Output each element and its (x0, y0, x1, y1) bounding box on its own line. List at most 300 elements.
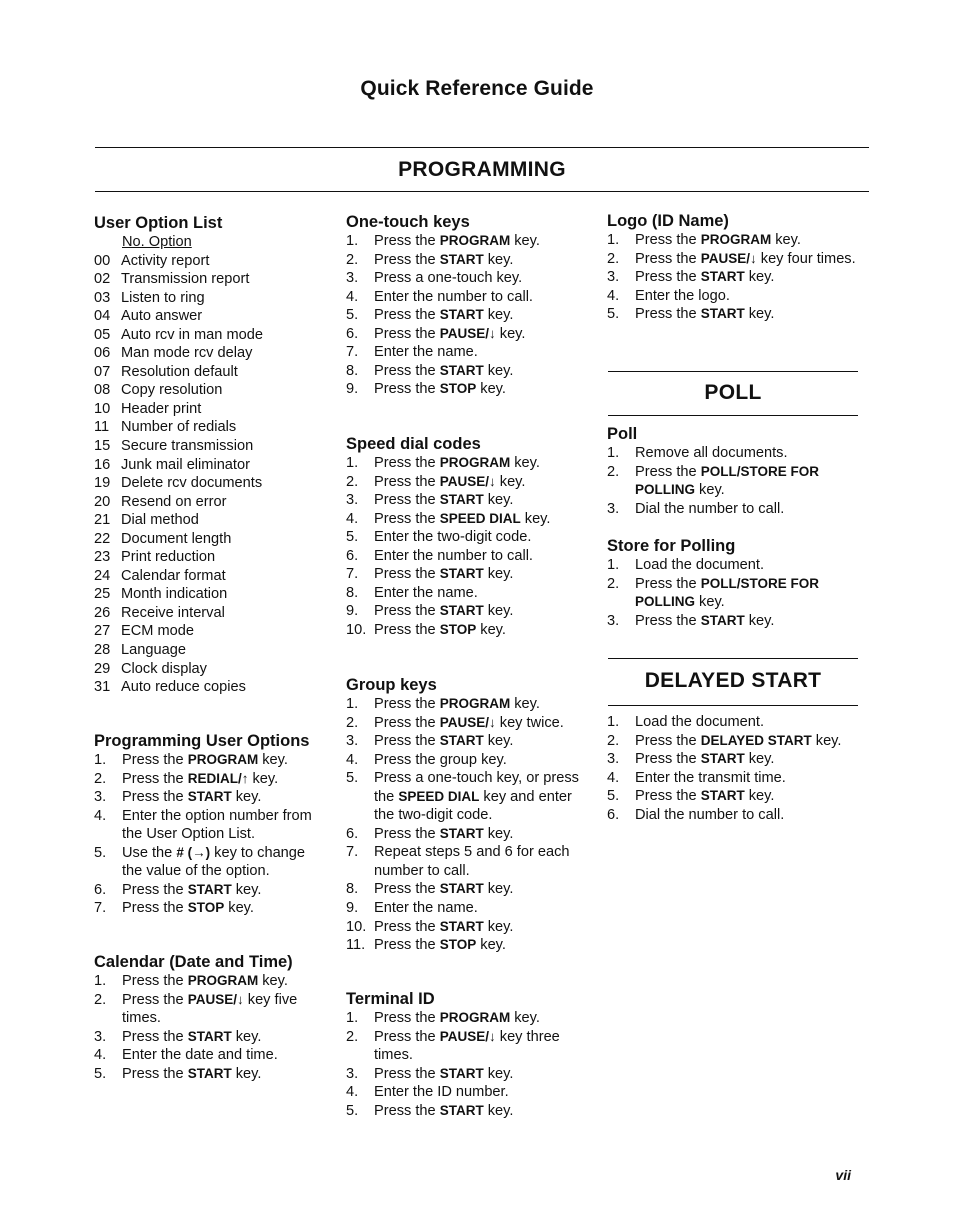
step-text: Press the (122, 1065, 188, 1082)
option-label: Dial method (121, 512, 199, 529)
step-number: 7. (346, 844, 359, 861)
step-text: Repeat steps 5 and 6 for each number to call. (374, 844, 570, 879)
user-option-list-heading: User Option List (94, 214, 223, 232)
step-key-name: START (439, 492, 484, 508)
step-number: 5. (346, 1102, 359, 1119)
step-text: Press the (635, 250, 701, 267)
step-text: Press the (635, 306, 701, 323)
step-text: Press the (122, 900, 188, 917)
option-item (94, 363, 329, 382)
option-label: Language (121, 642, 186, 659)
calendar-heading: Calendar (Date and Time) (94, 953, 293, 971)
step-text: key. (495, 473, 526, 490)
step-item (346, 1083, 591, 1102)
step-number: 5. (346, 770, 359, 787)
poll-banner: POLL (704, 381, 762, 404)
step-number: 4. (346, 751, 359, 768)
step-key-name: REDIAL/↑ (187, 770, 249, 786)
step-key-name: PROGRAM (700, 232, 772, 247)
step-number: 3. (346, 733, 359, 750)
step-item (346, 1009, 591, 1028)
step-number: 6. (94, 881, 107, 898)
step-text: key. (744, 788, 775, 805)
divider (95, 191, 869, 192)
option-item (94, 567, 329, 586)
step-text: Press the (122, 1028, 188, 1045)
step-text: Press the (635, 463, 701, 480)
option-label: Header print (121, 400, 202, 417)
step-text: key. (224, 900, 254, 917)
step-number: 2. (346, 473, 359, 490)
step-text: key. (495, 325, 526, 342)
option-label: Document length (121, 530, 232, 547)
step-text: Press the (374, 881, 440, 898)
step-text: key. (476, 621, 506, 638)
option-label: Auto answer (121, 308, 203, 325)
step-item (607, 231, 857, 250)
calendar-steps (94, 972, 329, 1083)
option-item (94, 400, 329, 419)
step-number: 11. (346, 937, 366, 954)
step-number: 1. (607, 232, 620, 248)
step-number: 4. (94, 807, 107, 824)
column-right-delayed (607, 713, 857, 824)
step-text: key three times. (374, 1028, 560, 1064)
step-number: 3. (607, 269, 620, 286)
step-number: 4. (607, 287, 620, 304)
step-key-name: # (→) (176, 844, 211, 860)
delayed-start-steps (607, 713, 857, 824)
step-number: 8. (346, 881, 359, 898)
logo-heading: Logo (ID Name) (607, 212, 729, 230)
option-label: Auto reduce copies (121, 679, 246, 696)
step-item (346, 547, 591, 566)
step-number: 2. (607, 463, 620, 480)
step-key-name: START (187, 789, 232, 805)
step-item (346, 306, 591, 325)
option-label: Delete rcv documents (121, 475, 263, 492)
option-code: 27 (94, 623, 111, 640)
step-number: 1. (94, 752, 107, 768)
step-item (94, 1028, 329, 1047)
step-number: 10. (346, 621, 367, 638)
step-key-name: POLL/STORE FOR POLLING (635, 463, 819, 498)
step-text: Press the (374, 325, 440, 342)
step-key-name: SPEED DIAL (398, 788, 480, 804)
step-key-name: PAUSE/↓ (700, 250, 757, 266)
option-code: 15 (94, 438, 111, 455)
step-number: 3. (346, 492, 359, 509)
step-item (94, 1046, 329, 1065)
step-number: 5. (346, 307, 359, 324)
step-item (346, 751, 591, 770)
step-text: Press the (122, 881, 188, 898)
option-item (94, 344, 329, 363)
option-code: 24 (94, 567, 111, 584)
speed-dial-codes-heading: Speed dial codes (346, 435, 481, 453)
step-text: key. (695, 594, 725, 611)
step-number: 8. (346, 584, 359, 601)
step-number: 2. (346, 1028, 359, 1045)
step-item (94, 991, 329, 1028)
column-right-store (607, 536, 857, 630)
option-label: Resolution default (121, 363, 238, 380)
step-text: Enter the two-digit code. (374, 529, 532, 546)
step-text: key. (510, 455, 540, 471)
step-key-name: START (439, 1065, 484, 1081)
step-text: Press a one-touch key, or press the (374, 770, 579, 805)
step-text: Press the (374, 1028, 440, 1045)
step-key-name: PROGRAM (439, 696, 511, 711)
step-key-name: START (700, 269, 745, 285)
step-text: Press the (374, 825, 440, 842)
step-text: key. (744, 306, 775, 323)
step-text: Press the (635, 788, 701, 805)
option-code: 02 (94, 271, 111, 288)
option-item (94, 678, 329, 697)
step-key-name: START (700, 788, 745, 804)
step-text: Enter the number to call. (374, 547, 533, 564)
step-item (94, 788, 329, 807)
option-label: Secure transmission (121, 438, 254, 455)
store-for-polling-steps (607, 556, 857, 630)
step-number: 4. (346, 288, 359, 305)
step-text: Use the (122, 844, 177, 861)
step-number: 5. (607, 788, 620, 805)
step-text: Press the (374, 937, 440, 954)
step-item (94, 844, 329, 881)
step-text: key. (248, 770, 279, 787)
column-left-bottom (94, 952, 329, 1083)
step-text: key. (483, 825, 514, 842)
delayed-start-banner: DELAYED START (644, 669, 822, 692)
step-text: Press the (374, 696, 440, 712)
column-left (94, 213, 329, 697)
step-number: 3. (607, 751, 620, 768)
step-number: 2. (607, 732, 620, 749)
programming-user-options-section (94, 731, 329, 918)
option-item (94, 530, 329, 549)
step-key-name: START (439, 881, 484, 897)
step-item (94, 807, 329, 844)
step-item (346, 510, 591, 529)
option-code: 29 (94, 660, 111, 677)
option-item (94, 511, 329, 530)
step-text: Remove all documents. (635, 445, 788, 461)
step-text: key. (476, 937, 506, 954)
step-text: Press the (374, 1102, 440, 1119)
store-for-polling-heading: Store for Polling (607, 537, 736, 555)
step-key-name: PROGRAM (439, 455, 511, 470)
speed-dial-codes-section (346, 434, 591, 639)
option-item (94, 270, 329, 289)
step-item (607, 500, 857, 519)
store-for-polling-section (607, 536, 857, 630)
step-key-name: STOP (439, 937, 477, 953)
speed-dial-codes-steps (346, 454, 591, 639)
option-item (94, 252, 329, 271)
step-text: Press the (374, 1065, 440, 1082)
step-key-name: START (439, 1102, 484, 1118)
step-item (346, 528, 591, 547)
option-item (94, 437, 329, 456)
step-text: Press the (374, 307, 440, 324)
step-text: Press the (374, 362, 440, 379)
terminal-id-section (346, 989, 591, 1120)
column-middle-terminal (346, 989, 591, 1120)
option-item (94, 641, 329, 660)
step-text: key. (231, 789, 262, 806)
step-text: Press the (635, 751, 701, 768)
step-text: Press the (374, 455, 440, 471)
step-text: key. (483, 492, 514, 509)
step-item (607, 463, 857, 500)
step-item (94, 972, 329, 991)
group-keys-section (346, 675, 591, 955)
step-key-name: START (439, 603, 484, 619)
step-key-name: START (439, 307, 484, 323)
step-text: key four times. (756, 250, 856, 267)
one-touch-keys-steps (346, 232, 591, 399)
step-item (346, 565, 591, 584)
step-number: 2. (94, 770, 107, 787)
divider (608, 415, 858, 416)
step-text: key. (483, 362, 514, 379)
step-key-name: START (187, 1065, 232, 1081)
step-text: Load the document. (635, 714, 765, 730)
step-number: 4. (94, 1047, 107, 1064)
step-number: 7. (94, 900, 107, 917)
one-touch-keys-heading: One-touch keys (346, 213, 470, 231)
step-text: Enter the date and time. (122, 1047, 278, 1064)
step-number: 1. (346, 233, 359, 249)
step-text: Press the (635, 575, 701, 592)
step-item (607, 305, 857, 324)
option-code: 20 (94, 493, 111, 510)
step-key-name: START (439, 251, 484, 267)
column-middle-group (346, 675, 591, 955)
step-text: Press the (122, 752, 188, 768)
option-item (94, 474, 329, 493)
step-text: Dial the number to call. (635, 500, 785, 517)
step-number: 9. (346, 603, 359, 620)
step-key-name: START (187, 1028, 232, 1044)
step-number: 1. (346, 1010, 359, 1026)
step-number: 3. (94, 1028, 107, 1045)
step-number: 5. (607, 306, 620, 323)
step-item (346, 343, 591, 362)
step-text: key. (231, 1065, 262, 1082)
option-item (94, 660, 329, 679)
step-text: key. (483, 566, 514, 583)
step-text: key twice. (495, 714, 564, 731)
step-text: key. (231, 1028, 262, 1045)
step-number: 3. (346, 270, 359, 287)
step-item (346, 269, 591, 288)
step-item (346, 769, 591, 825)
option-code: 07 (94, 363, 111, 380)
option-code: 31 (94, 679, 111, 696)
step-key-name: PROGRAM (187, 752, 259, 767)
step-item (346, 232, 591, 251)
step-key-name: PROGRAM (187, 973, 259, 988)
step-item (607, 787, 857, 806)
step-text: key. (258, 973, 288, 989)
option-item (94, 548, 329, 567)
option-label: Auto rcv in man mode (121, 326, 263, 343)
step-number: 1. (346, 455, 359, 471)
step-text: key. (695, 482, 725, 499)
option-item (94, 381, 329, 400)
option-label: Calendar format (121, 567, 226, 584)
step-key-name: START (439, 733, 484, 749)
step-item (607, 806, 857, 825)
step-number: 5. (94, 1065, 107, 1082)
step-text: Press the (374, 473, 440, 490)
step-item (346, 1065, 591, 1084)
step-text: Press the (122, 789, 188, 806)
step-number: 1. (607, 445, 620, 461)
option-code: 16 (94, 456, 111, 473)
option-code: 08 (94, 382, 111, 399)
step-key-name: PAUSE/↓ (187, 991, 244, 1007)
step-item (607, 444, 857, 463)
step-key-name: START (187, 881, 232, 897)
step-text: Enter the logo. (635, 287, 730, 304)
step-text: Press the (374, 510, 440, 527)
option-code: 21 (94, 512, 111, 529)
option-code: 04 (94, 308, 111, 325)
option-item (94, 585, 329, 604)
step-item (607, 575, 857, 612)
step-item (346, 602, 591, 621)
step-number: 3. (607, 500, 620, 517)
step-text: key. (510, 233, 540, 249)
step-number: 6. (346, 825, 359, 842)
step-text: key. (483, 918, 514, 935)
step-key-name: STOP (187, 900, 225, 916)
option-code: 23 (94, 549, 111, 566)
programming-user-options-steps (94, 751, 329, 918)
step-text: key. (258, 752, 288, 768)
option-code: 10 (94, 400, 111, 417)
step-item (346, 732, 591, 751)
step-number: 6. (346, 325, 359, 342)
step-key-name: PROGRAM (439, 1010, 511, 1025)
step-item (346, 1028, 591, 1065)
one-touch-keys-section (346, 212, 591, 399)
step-key-name: STOP (439, 381, 477, 397)
step-text: Press the (122, 991, 188, 1008)
step-text: key and enter the two-digit code. (374, 788, 572, 824)
user-option-list-section (94, 213, 329, 697)
step-text: Enter the transmit time. (635, 769, 786, 786)
step-item (346, 695, 591, 714)
step-text: key. (231, 881, 262, 898)
terminal-id-steps (346, 1009, 591, 1120)
column-middle (346, 212, 591, 399)
step-text: Press the (374, 492, 440, 509)
step-key-name: START (439, 918, 484, 934)
poll-steps (607, 444, 857, 518)
step-text: Enter the number to call. (374, 288, 533, 305)
group-keys-heading: Group keys (346, 676, 437, 694)
option-label: Activity report (121, 252, 210, 269)
step-number: 2. (607, 575, 620, 592)
option-code: 22 (94, 530, 111, 547)
step-text: key. (483, 733, 514, 750)
step-text: Enter the name. (374, 900, 478, 917)
step-item (346, 714, 591, 733)
option-label: ECM mode (121, 623, 194, 640)
option-label: Clock display (121, 660, 207, 677)
step-key-name: PAUSE/↓ (439, 325, 496, 341)
step-number: 10. (346, 918, 367, 935)
page-title: Quick Reference Guide (360, 77, 594, 100)
user-option-list (94, 252, 329, 697)
option-label: Resend on error (121, 493, 227, 510)
option-item (94, 622, 329, 641)
step-number: 2. (346, 714, 359, 731)
step-item (346, 288, 591, 307)
step-item (94, 1065, 329, 1084)
step-item (346, 362, 591, 381)
step-text: Press the (122, 770, 188, 787)
step-item (346, 936, 591, 955)
step-text: Press the (374, 603, 440, 620)
step-text: key. (483, 307, 514, 324)
step-key-name: START (439, 825, 484, 841)
step-text: Dial the number to call. (635, 806, 785, 823)
step-number: 7. (346, 566, 359, 583)
step-text: Press the (635, 269, 701, 286)
calendar-section (94, 952, 329, 1083)
step-number: 8. (346, 362, 359, 379)
step-number: 3. (346, 1065, 359, 1082)
step-key-name: START (700, 612, 745, 628)
option-code: 05 (94, 326, 111, 343)
step-item (346, 454, 591, 473)
step-item (607, 750, 857, 769)
option-code: 19 (94, 475, 111, 492)
step-key-name: DELAYED START (700, 732, 812, 748)
step-text: Press the (374, 621, 440, 638)
step-text: Press the (635, 232, 701, 248)
option-code: 06 (94, 345, 111, 362)
step-item (607, 612, 857, 631)
step-item (94, 751, 329, 770)
column-right (607, 211, 857, 324)
step-item (346, 473, 591, 492)
step-number: 1. (346, 696, 359, 712)
divider (608, 705, 858, 706)
option-label: Number of redials (121, 419, 237, 436)
column-middle-speed (346, 434, 591, 639)
step-number: 4. (346, 1084, 359, 1101)
logo-steps (607, 231, 857, 324)
option-item (94, 307, 329, 326)
divider (95, 147, 869, 148)
step-number: 1. (94, 973, 107, 989)
step-item (94, 770, 329, 789)
option-label: Junk mail eliminator (121, 456, 250, 473)
step-text: key. (744, 269, 775, 286)
step-text: key five times. (122, 991, 298, 1027)
option-item (94, 493, 329, 512)
step-key-name: START (439, 566, 484, 582)
programming-user-options-heading: Programming User Options (94, 732, 310, 750)
step-text: Load the document. (635, 557, 765, 573)
